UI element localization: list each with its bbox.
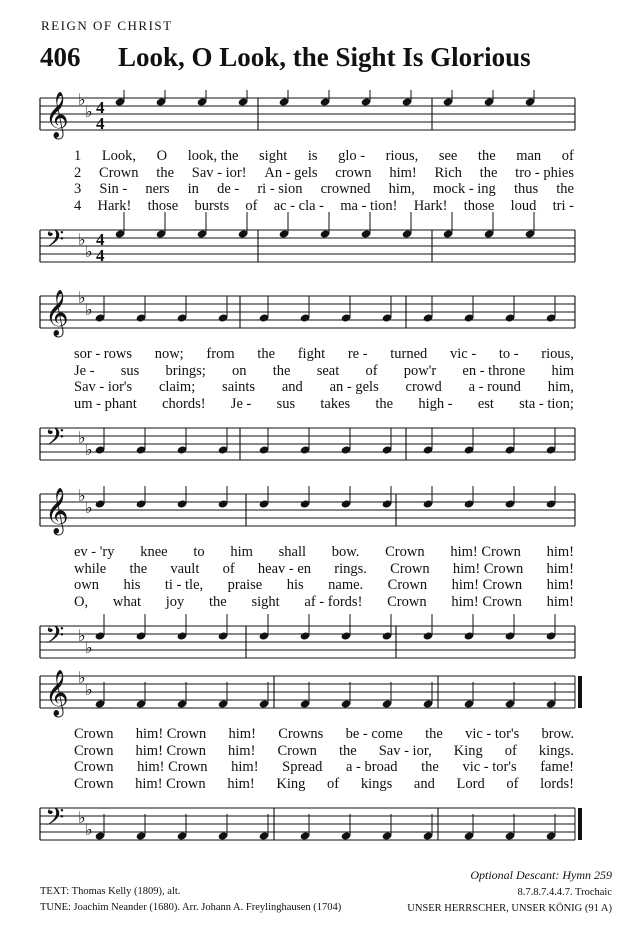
lyric-syllable: O, <box>74 593 89 610</box>
lyric-syllable: fame! <box>540 759 574 775</box>
lyric-syllable: tri - <box>552 197 574 214</box>
lyric-syllable: him! <box>227 775 255 792</box>
lyric-syllable: be - come <box>345 726 403 742</box>
treble-clef-icon: 𝄞 <box>45 488 69 534</box>
lyrics-block <box>74 726 574 792</box>
lyric-syllable: him! <box>546 544 574 560</box>
lyric-syllable: in <box>187 181 199 197</box>
lyric-syllable: glo - <box>338 148 366 164</box>
lyric-syllable: the <box>272 362 291 379</box>
lyric-syllable: high - <box>418 395 453 412</box>
lyric-syllable: bow. <box>331 544 360 560</box>
lyric-syllable: crowned <box>320 181 371 197</box>
lyric-syllable: Sav - ior! <box>191 164 247 181</box>
lyric-syllable: crown <box>335 164 372 181</box>
flat-icon: ♭ <box>78 486 86 505</box>
lyric-syllable: from <box>206 346 235 362</box>
lyric-syllable: An - gels <box>264 164 318 181</box>
lyric-syllable: Look, <box>101 148 137 164</box>
lyric-syllable: the <box>338 742 357 759</box>
lyric-syllable: to - <box>498 346 519 362</box>
lyric-syllable: what <box>112 593 142 610</box>
lyric-syllable: his <box>123 577 141 593</box>
lyric-syllable: on <box>232 362 247 379</box>
lyric-syllable: him! Crown <box>451 593 522 610</box>
lyric-syllable: him! <box>546 560 574 577</box>
lyric-syllable: saints <box>222 379 256 395</box>
lyric-syllable: ri - sion <box>257 181 303 197</box>
lyric-syllable: and <box>413 775 435 792</box>
lyric-syllable: him! <box>228 742 256 759</box>
lyric-syllable: King <box>453 742 483 759</box>
lyric-syllable: vic - tor's <box>462 759 517 775</box>
flat-icon: ♭ <box>85 102 93 121</box>
treble-staff <box>40 288 575 338</box>
lyric-syllable: Crown <box>387 593 427 610</box>
flat-icon: ♭ <box>78 428 86 447</box>
verse-number: 3 <box>74 181 82 197</box>
lyric-line <box>74 346 574 363</box>
lyric-syllable: the <box>209 593 227 610</box>
music-system <box>0 668 640 843</box>
lyric-syllable: brings; <box>165 362 206 379</box>
lyric-syllable: the <box>421 759 439 775</box>
lyric-syllable: en - throne <box>462 362 526 379</box>
lyric-syllable: a - broad <box>346 759 398 775</box>
time-signature-top: 4 <box>96 230 105 249</box>
lyric-syllable: man <box>516 148 542 164</box>
lyric-syllable: him! <box>546 577 574 593</box>
lyric-syllable: him, <box>388 181 415 197</box>
lyric-syllable: of <box>506 775 519 792</box>
lyric-syllable: claim; <box>159 379 196 395</box>
lyric-syllable: the <box>477 148 496 164</box>
lyric-syllable: joy <box>165 593 185 610</box>
lyric-syllable: those <box>463 197 495 214</box>
lyric-syllable: takes <box>320 395 351 412</box>
time-signature-bottom: 4 <box>96 114 105 133</box>
lyric-syllable: est <box>477 395 494 412</box>
flat-icon: ♭ <box>85 242 93 261</box>
lyric-syllable: him <box>551 362 574 379</box>
lyric-syllable: bursts <box>194 197 230 214</box>
lyric-line <box>74 396 574 413</box>
lyric-line <box>74 776 574 793</box>
lyric-syllable: ev - 'ry <box>74 544 115 560</box>
bass-staff <box>40 614 575 658</box>
lyric-syllable: Crown <box>385 544 425 560</box>
lyric-syllable: re - <box>347 346 368 362</box>
lyric-syllable: ners <box>145 181 170 197</box>
music-system <box>0 288 640 463</box>
lyric-syllable: Crown <box>390 560 430 577</box>
lyric-syllable: lords! <box>540 775 574 792</box>
lyric-syllable: loud <box>510 197 537 214</box>
verse-number: 4 <box>74 197 82 214</box>
lyric-line <box>74 759 574 776</box>
lyric-syllable: while <box>74 560 107 577</box>
lyric-syllable: Sin - <box>99 181 128 197</box>
meter: 8.7.8.7.4.4.7. Trochaic <box>517 887 612 898</box>
lyric-line <box>74 379 574 396</box>
lyric-syllable: the <box>556 181 574 197</box>
lyric-syllable: own <box>74 577 99 593</box>
lyric-syllable: Crown <box>74 759 114 775</box>
lyric-syllable: shall <box>278 544 307 560</box>
lyric-syllable: thus <box>513 181 539 197</box>
flat-icon: ♭ <box>78 288 86 307</box>
lyric-syllable: crowd <box>405 379 442 395</box>
lyric-syllable: rious, <box>541 346 574 362</box>
lyric-syllable: kings <box>360 775 393 792</box>
lyric-line <box>74 165 574 182</box>
section-label: REIGN OF CHRIST <box>41 18 173 33</box>
lyric-syllable: Sav - ior's <box>74 379 133 395</box>
lyric-syllable: the <box>375 395 394 412</box>
bass-staff <box>40 423 575 460</box>
bass-clef-icon: 𝄢 <box>45 225 65 260</box>
lyric-syllable: de - <box>217 181 240 197</box>
lyric-syllable: ma - tion! <box>340 197 398 214</box>
lyric-syllable: rious, <box>385 148 419 164</box>
lyric-line <box>74 726 574 743</box>
flat-icon: ♭ <box>85 498 93 517</box>
lyric-line <box>74 181 574 198</box>
lyric-syllable: Je - <box>74 362 95 379</box>
lyric-syllable: ac - cla - <box>273 197 324 214</box>
lyric-syllable: him! <box>231 759 259 775</box>
lyric-syllable: sight <box>251 593 280 610</box>
tune-name: UNSER HERRSCHER, UNSER KÖNIG (91 A) <box>407 903 612 914</box>
lyric-syllable: Crown <box>99 164 139 181</box>
lyric-syllable: of <box>365 362 378 379</box>
lyric-syllable: him! <box>546 593 574 610</box>
music-system <box>0 486 640 661</box>
lyric-line <box>74 544 574 561</box>
lyric-syllable: Hark! <box>413 197 448 214</box>
bass-clef-icon: 𝄢 <box>45 621 65 656</box>
lyric-syllable: chords! <box>162 395 206 412</box>
lyric-syllable: him! <box>389 164 417 181</box>
bass-clef-icon: 𝄢 <box>45 423 65 458</box>
lyric-syllable: Crown <box>74 742 114 759</box>
lyric-syllable: him <box>230 544 253 560</box>
lyric-syllable: the <box>425 726 443 742</box>
lyric-line <box>74 198 574 215</box>
bass-staff <box>40 212 575 265</box>
lyric-syllable: vic - <box>449 346 477 362</box>
text-credit: TEXT: Thomas Kelly (1809), alt. <box>40 886 181 897</box>
treble-clef-icon: 𝄞 <box>45 92 69 138</box>
lyric-syllable: Sav - ior, <box>378 742 432 759</box>
lyric-syllable: sor - rows <box>74 346 132 362</box>
treble-clef-icon: 𝄞 <box>45 290 69 336</box>
treble-staff <box>40 668 582 718</box>
bass-staff <box>40 803 582 841</box>
flat-icon: ♭ <box>85 300 93 319</box>
flat-icon: ♭ <box>85 638 93 657</box>
lyric-syllable: an - gels <box>329 379 379 395</box>
lyric-syllable: his <box>286 577 304 593</box>
descant-note: Optional Descant: Hymn 259 <box>470 868 612 882</box>
lyric-syllable: the <box>156 164 175 181</box>
bass-clef-icon: 𝄢 <box>45 803 65 838</box>
lyric-syllable: see <box>438 148 458 164</box>
lyric-syllable: name. <box>328 577 364 593</box>
lyric-line <box>74 148 574 165</box>
lyric-syllable: mock - ing <box>432 181 496 197</box>
lyric-line <box>74 363 574 380</box>
lyric-syllable: him, <box>547 379 574 395</box>
lyric-syllable: turned <box>390 346 428 362</box>
lyric-syllable: ti - tle, <box>164 577 204 593</box>
lyric-syllable: him! Crown <box>451 577 523 593</box>
lyric-syllable: Spread <box>282 759 323 775</box>
final-barline <box>578 808 582 840</box>
hymn-title: Look, O Look, the Sight Is Glorious <box>118 42 531 72</box>
lyric-syllable: Rich <box>434 164 462 181</box>
lyric-syllable: vic - tor's <box>465 726 520 742</box>
lyric-syllable: of <box>245 197 258 214</box>
lyric-syllable: seat <box>316 362 340 379</box>
lyric-syllable: the <box>129 560 148 577</box>
lyric-line <box>74 561 574 578</box>
flat-icon: ♭ <box>78 230 86 249</box>
flat-icon: ♭ <box>85 440 93 459</box>
lyric-syllable: O <box>156 148 168 164</box>
lyric-syllable: him! Crown <box>135 775 206 792</box>
lyric-syllable: him! Crown <box>135 726 207 742</box>
flat-icon: ♭ <box>85 680 93 699</box>
lyric-syllable: now; <box>154 346 184 362</box>
lyric-syllable: is <box>307 148 318 164</box>
lyric-syllable: of <box>222 560 235 577</box>
lyric-syllable: sus <box>120 362 140 379</box>
lyric-syllable: the <box>257 346 276 362</box>
lyric-syllable: King <box>276 775 306 792</box>
time-signature-top: 4 <box>96 98 105 117</box>
lyric-syllable: praise <box>227 577 263 593</box>
treble-staff <box>40 90 575 140</box>
lyric-syllable: him! Crown <box>452 560 524 577</box>
lyric-syllable: rings. <box>334 560 367 577</box>
lyric-syllable: Lord <box>456 775 485 792</box>
lyrics-block <box>74 544 574 610</box>
flat-icon: ♭ <box>78 808 86 827</box>
verse-number: 1 <box>74 148 82 164</box>
lyric-syllable: him! Crown <box>450 544 521 560</box>
lyric-syllable: look, the <box>187 148 239 164</box>
lyric-syllable: Crown <box>387 577 428 593</box>
flat-icon: ♭ <box>78 90 86 109</box>
lyric-syllable: Je - <box>230 395 252 412</box>
lyric-line <box>74 594 574 611</box>
lyric-line <box>74 577 574 594</box>
lyric-syllable: the <box>479 164 498 181</box>
flat-icon: ♭ <box>85 820 93 839</box>
lyric-line <box>74 743 574 760</box>
time-signature-bottom: 4 <box>96 246 105 265</box>
treble-staff <box>40 486 575 536</box>
lyric-syllable: him! Crown <box>137 759 208 775</box>
lyric-syllable: Crowns <box>278 726 324 742</box>
lyric-syllable: Hark! <box>97 197 132 214</box>
tune-credit: TUNE: Joachim Neander (1680). Arr. Johann A. Freylinghausen (1704) <box>40 902 342 913</box>
lyric-syllable: of <box>327 775 340 792</box>
treble-clef-icon: 𝄞 <box>45 670 69 716</box>
hymn-number: 406 <box>40 42 81 72</box>
lyric-syllable: vault <box>170 560 200 577</box>
lyric-syllable: sus <box>276 395 296 412</box>
verse-number: 2 <box>74 164 82 181</box>
lyric-syllable: sta - tion; <box>519 395 574 412</box>
final-barline <box>578 676 582 708</box>
lyric-syllable: of <box>561 148 574 164</box>
lyric-syllable: him! <box>228 726 256 742</box>
lyric-syllable: af - fords! <box>304 593 363 610</box>
lyrics-block <box>74 148 574 214</box>
lyric-syllable: kings. <box>538 742 574 759</box>
lyric-syllable: of <box>504 742 517 759</box>
lyric-syllable: those <box>147 197 179 214</box>
lyric-syllable: Crown <box>74 726 114 742</box>
lyric-syllable: him! Crown <box>135 742 206 759</box>
lyric-syllable: sight <box>259 148 288 164</box>
lyric-syllable: brow. <box>541 726 574 742</box>
lyrics-block <box>74 346 574 412</box>
lyric-syllable: and <box>281 379 303 395</box>
lyric-syllable: a - round <box>468 379 521 395</box>
flat-icon: ♭ <box>78 668 86 687</box>
music-system <box>0 90 640 265</box>
lyric-syllable: tro - phies <box>515 164 574 181</box>
lyric-syllable: heav - en <box>257 560 312 577</box>
lyric-syllable: knee <box>140 544 168 560</box>
flat-icon: ♭ <box>78 626 86 645</box>
lyric-syllable: Crown <box>74 775 114 792</box>
lyric-syllable: to <box>193 544 205 560</box>
lyric-syllable: fight <box>297 346 326 362</box>
lyric-syllable: Crown <box>277 742 317 759</box>
lyric-syllable: um - phant <box>74 395 137 412</box>
lyric-syllable: pow'r <box>403 362 437 379</box>
